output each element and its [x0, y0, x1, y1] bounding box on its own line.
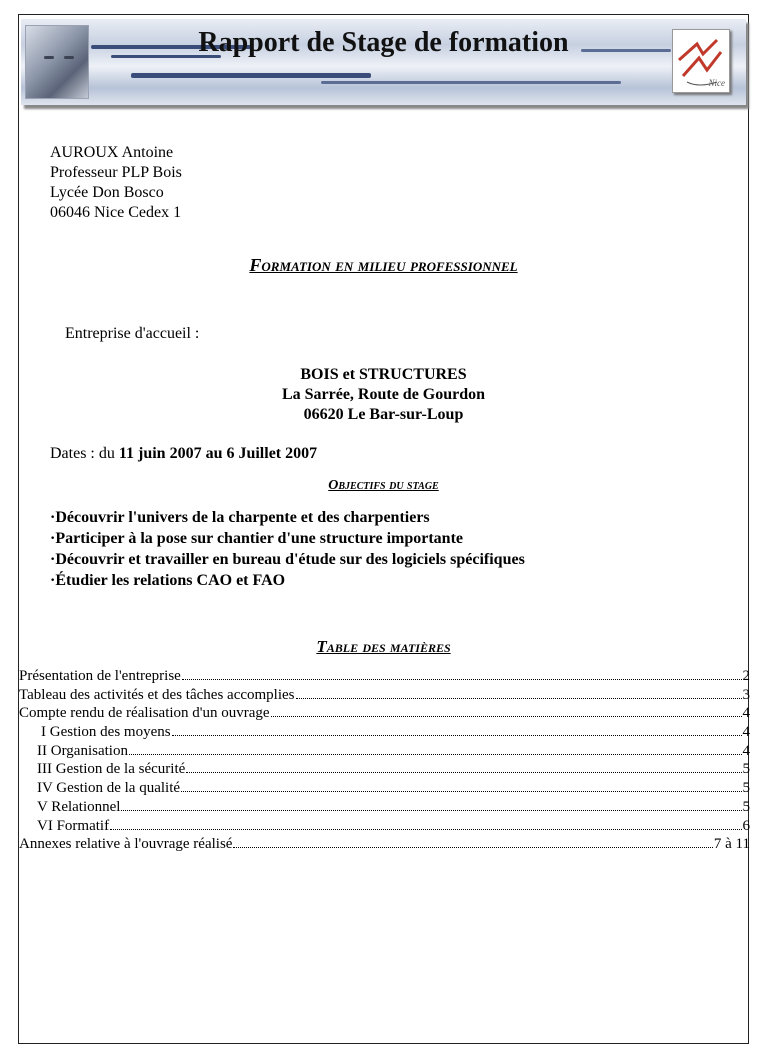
toc-row[interactable]	[19, 686, 750, 705]
toc-label: II Organisation	[37, 742, 128, 759]
report-title: Rapport de Stage de formation	[198, 27, 569, 58]
toc-label: Annexes relative à l'ouvrage réalisé	[19, 836, 233, 853]
toc-page: 4	[742, 705, 750, 722]
toc-page: 4	[742, 724, 750, 741]
toc-row[interactable]	[19, 723, 750, 742]
objective-item: ·Étudier les relations CAO et FAO	[50, 572, 286, 589]
author-school: Lycée Don Bosco	[50, 184, 164, 201]
objective-item: ·Découvrir l'univers de la charpente et des charpentiers	[50, 509, 430, 526]
author-address	[50, 143, 182, 223]
section-title-formation: Formation en milieu professionnel	[249, 255, 518, 275]
company-block	[19, 365, 748, 425]
toc-label: I Gestion des moyens	[41, 724, 171, 741]
objective-item: ·Découvrir et travailler en bureau d'étude sur des logiciels spécifiques	[50, 551, 525, 568]
toc-page: 5	[742, 798, 750, 815]
toc-row[interactable]	[19, 704, 750, 723]
toc-row[interactable]	[19, 779, 750, 798]
toc-row[interactable]	[19, 742, 750, 761]
dates-label: Dates : du	[50, 445, 119, 462]
author-role: Professeur PLP Bois	[50, 164, 182, 181]
school-logo	[672, 29, 730, 93]
objective-item: ·Participer à la pose sur chantier d'une structure importante	[50, 530, 464, 547]
company-city: 06620 Le Bar-sur-Loup	[303, 406, 464, 423]
toc-row[interactable]	[19, 667, 750, 686]
toc-label: V Relationnel	[37, 798, 121, 815]
toc-row[interactable]	[19, 835, 750, 854]
document-page	[18, 14, 749, 1044]
toc-page: 6	[742, 817, 750, 834]
section-title-toc: Table des matières	[316, 637, 451, 656]
toc-label: Compte rendu de réalisation d'un ouvrage	[19, 705, 270, 722]
toc-label: IV Gestion de la qualité	[37, 780, 181, 797]
toc-label: Présentation de l'entreprise	[19, 668, 181, 684]
toc-page: 5	[742, 761, 750, 778]
toc-label: VI Formatif	[37, 817, 110, 834]
company-address: La Sarrée, Route de Gourdon	[281, 386, 486, 403]
section-title-objectifs: Objectifs du stage	[328, 478, 439, 493]
dates-line	[50, 445, 317, 463]
toc-row[interactable]	[19, 798, 750, 817]
toc-page: 7 à 11	[713, 836, 750, 853]
dates-value: 11 juin 2007 au 6 Juillet 2007	[118, 445, 318, 462]
toc-page: 4	[742, 742, 750, 759]
toc-page: 3	[742, 686, 750, 703]
company-name: BOIS et STRUCTURES	[300, 366, 467, 383]
logo-caption: Nice	[708, 78, 725, 88]
toc-row[interactable]	[19, 817, 750, 836]
accueil-label: Entreprise d'accueil :	[65, 325, 200, 342]
table-of-contents	[19, 667, 750, 854]
toc-page: 5	[742, 780, 750, 797]
toc-label: Tableau des activités et des tâches accomplies	[19, 686, 295, 703]
objectives-list	[50, 507, 525, 591]
toc-label: III Gestion de la sécurité	[37, 761, 186, 778]
header-banner	[21, 19, 746, 105]
toc-row[interactable]	[19, 760, 750, 779]
author-city: 06046 Nice Cedex 1	[50, 204, 182, 221]
toc-page: 2	[742, 668, 750, 684]
author-name: AUROUX Antoine	[50, 144, 174, 161]
